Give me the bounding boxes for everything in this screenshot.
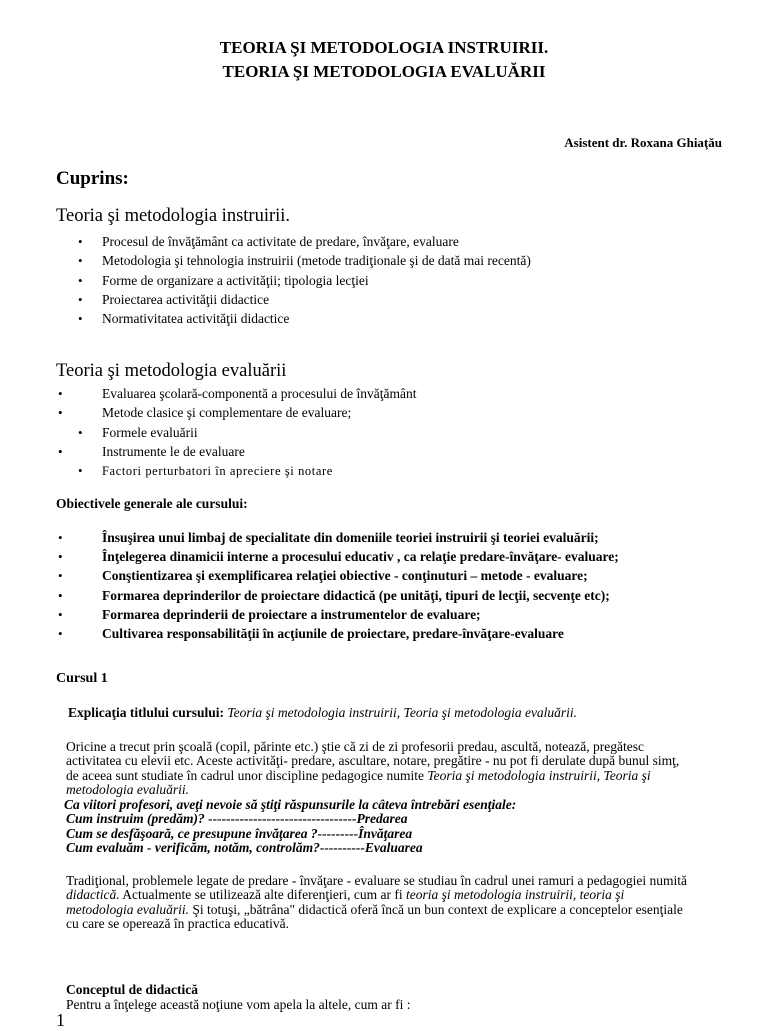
intro-paragraph: Oricine a trecut prin şcoală (copil, părinte etc.) ştie că zi de zi profesorii predau, ascultă, notează, pregătesc activitatea cu elevii etc. Aceste activităţi- predare, ascultare, notare, pregătire - nu pot fi derulate după bunul simţ, de aceea sunt studiate în cadrul unor discipline pedagogice numite Teoria şi metodologia instruirii, Teoria şi metodologia evaluării. <box>66 739 680 797</box>
bullet-icon: • <box>58 530 63 545</box>
explanation-text: Teoria şi metodologia instruirii, Teoria şi metodologia evaluării. <box>227 705 578 720</box>
didactics-paragraph: Tradiţional, problemele legate de predare - învăţare - evaluare se studiau în cadrul unei ramuri a pedagogiei numită didactică. Actualmente se utilizează alte diferenţieri, cum ar fi teoria şi metodologia instruirii, teoria şi metodologia evaluării. Şi totuşi, „bătrâna" didactică oferă încă un bun context de explicare a conceptelor esenţiale cu care se operează în practica educativă. <box>66 873 688 931</box>
questions-intro: Ca viitori profesori, aveţi nevoie să ştiţi răspunsurile la câteva întrebări esenţiale: <box>64 797 517 812</box>
list-item: • Cultivarea responsabilităţii în acţiunile de proiectare, predare-învăţare-evaluare <box>58 624 619 643</box>
bullet-icon: • <box>58 606 63 622</box>
concept-heading: Conceptul de didactică <box>66 982 199 997</box>
author-name: Asistent dr. Roxana Ghiaţău <box>564 135 722 150</box>
page-number: 1 <box>56 1010 65 1030</box>
bullet-icon: • <box>78 311 83 327</box>
list-item: • Conştientizarea şi exemplificarea relaţiei obiective - conţinuturi – metode - evaluare; <box>58 566 619 585</box>
bullet-icon: • <box>58 549 63 565</box>
question-evaluation: Cum evaluăm - verificăm, notăm, controlăm?----------Evaluarea <box>66 840 423 855</box>
list-item: • Instrumente le de evaluare <box>58 442 416 461</box>
bullet-icon: • <box>58 405 63 421</box>
bullet-icon: • <box>58 386 63 401</box>
list-item: • Metode clasice şi complementare de evaluare; <box>58 403 416 422</box>
bullet-icon: • <box>58 626 63 642</box>
bullet-icon: • <box>78 291 83 307</box>
list-item: • Formarea deprinderilor de proiectare didactică (pe unităţi, tipuri de lecţii, secvenţe etc); <box>58 586 619 605</box>
list-item: • Factori perturbatori în apreciere şi notare <box>58 461 416 481</box>
question-learning: Cum se desfăşoară, ce presupune învăţarea ?---------Învăţarea <box>66 826 413 841</box>
course-heading: Cursul 1 <box>56 671 108 686</box>
list-item: • Înţelegerea dinamicii interne a procesului educativ , ca relaţie predare-învăţare- evaluare; <box>58 547 619 566</box>
question-teaching: Cum instruim (predăm)? ---------------------------------Predarea <box>66 811 408 826</box>
bullet-icon: • <box>58 568 63 584</box>
objectives-list <box>58 528 619 643</box>
list-item: • Forme de organizare a activităţii; tipologia lecţiei <box>78 271 531 290</box>
list-item: • Metodologia şi tehnologia instruirii (metode tradiţionale şi de dată mai recentă) <box>78 251 531 270</box>
section-instruction-list <box>78 232 531 328</box>
list-item: • Normativitatea activităţii didactice <box>78 309 531 328</box>
list-item: • Evaluarea şcolară-componentă a procesului de învăţământ <box>58 384 416 403</box>
section-evaluation-title: Teoria şi metodologia evaluării <box>56 361 287 381</box>
bullet-icon: • <box>78 463 83 479</box>
bullet-icon: • <box>78 253 83 269</box>
list-item: • Proiectarea activităţii didactice <box>78 290 531 309</box>
list-item: • Însuşirea unui limbaj de specialitate din domeniile teoriei instruirii şi teoriei evaluării; <box>58 528 619 547</box>
bullet-icon: • <box>78 272 83 288</box>
document-title-line1: TEORIA ŞI METODOLOGIA INSTRUIRII. <box>219 38 549 57</box>
list-item: • Formarea deprinderii de proiectare a instrumentelor de evaluare; <box>58 605 619 624</box>
concept-text: Pentru a înţelege această noţiune vom apela la altele, cum ar fi : <box>66 997 411 1012</box>
section-evaluation-list <box>58 384 416 481</box>
objectives-heading: Obiectivele generale ale cursului: <box>56 496 248 511</box>
bullet-icon: • <box>78 234 83 249</box>
contents-heading: Cuprins: <box>56 168 129 189</box>
list-item: • Procesul de învăţământ ca activitate de predare, învăţare, evaluare <box>78 232 531 251</box>
explanation-label: Explicaţia titlului cursului: <box>68 705 225 720</box>
document-title-line2: TEORIA ŞI METODOLOGIA EVALUĂRII <box>222 62 546 81</box>
bullet-icon: • <box>58 443 63 459</box>
bullet-icon: • <box>78 424 83 440</box>
bullet-icon: • <box>58 587 63 603</box>
list-item: • Formele evaluării <box>58 423 416 442</box>
course-title-explanation <box>68 705 577 721</box>
section-instruction-title: Teoria şi metodologia instruirii. <box>56 206 291 226</box>
